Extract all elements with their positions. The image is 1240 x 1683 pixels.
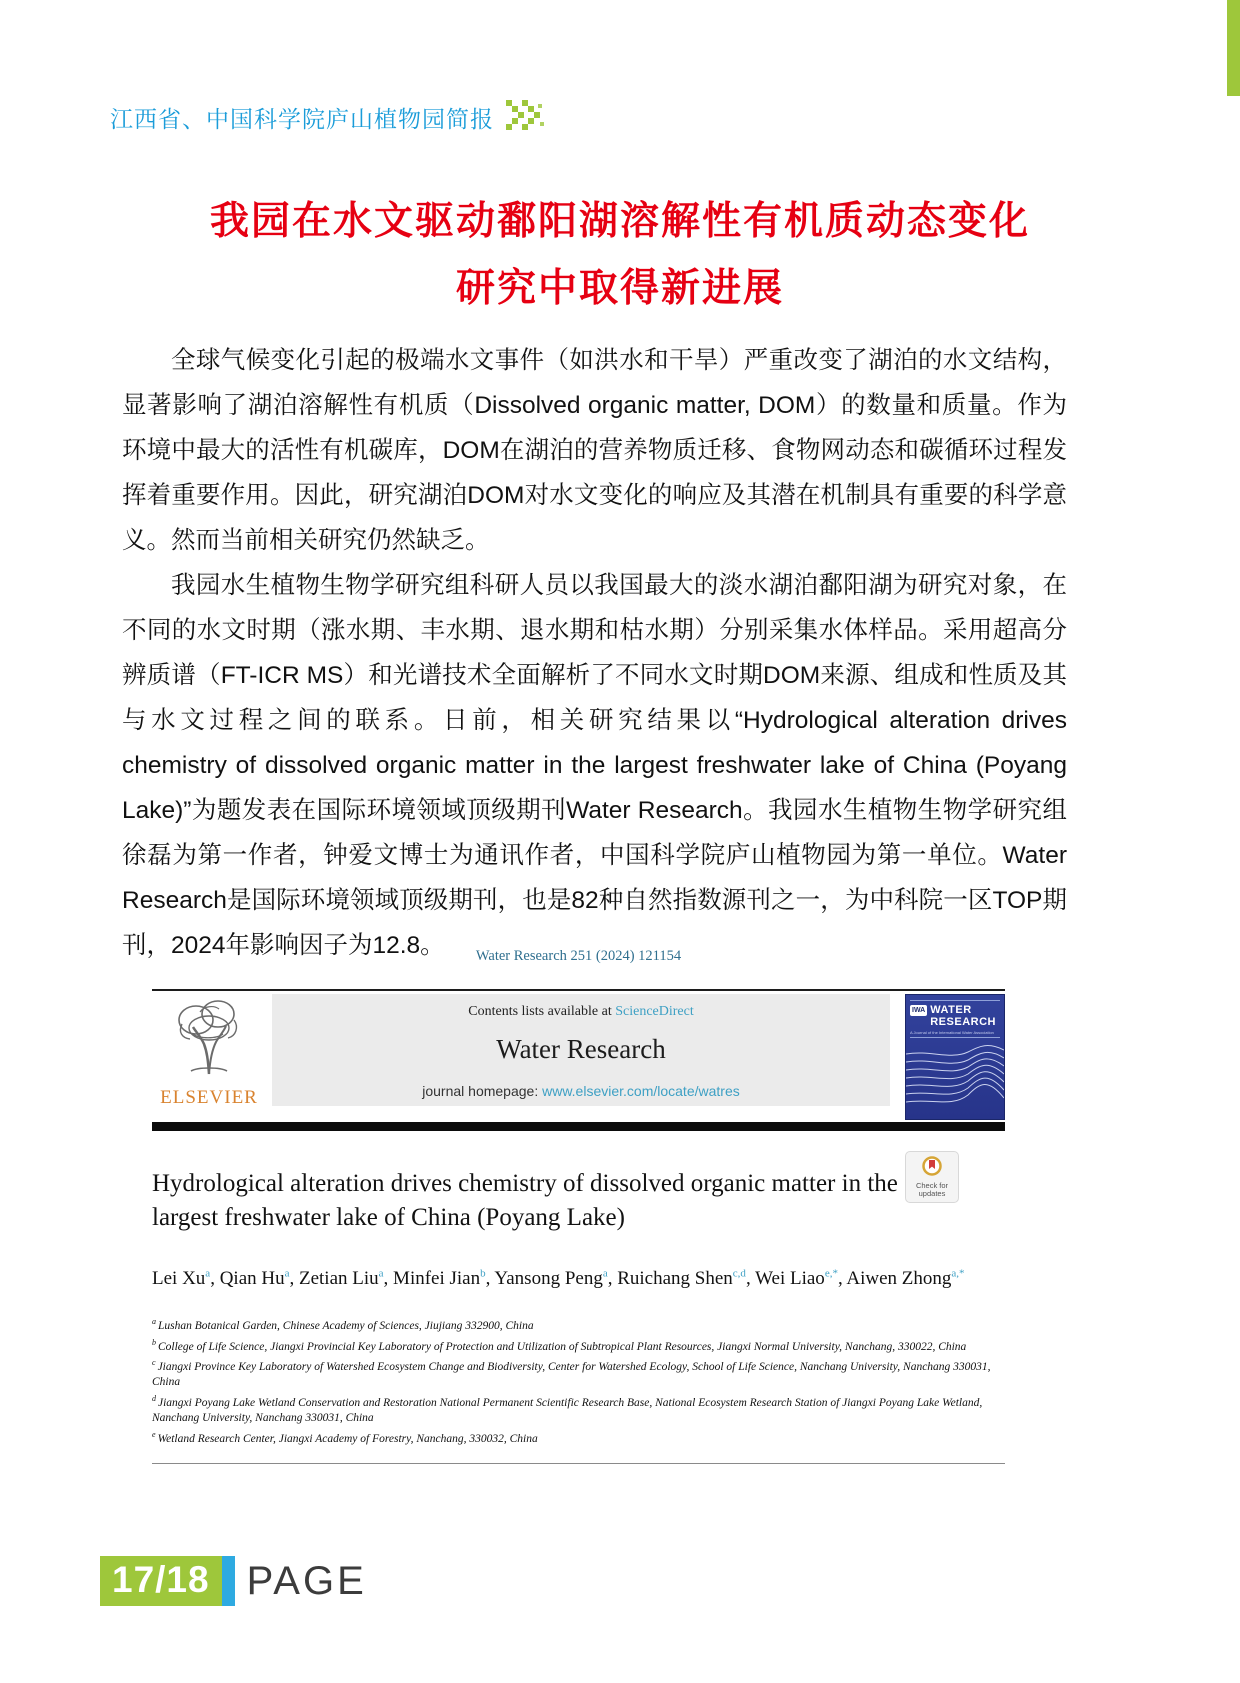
affiliation: $^e$ Wetland Research Center, Jiangxi Academy of Forestry, Nanchang, 330032, China (152, 1429, 538, 1445)
cover-title (930, 1004, 996, 1028)
masthead-title: 江西省、中国科学院庐山植物园简报 (110, 106, 494, 132)
author: Aiwen Zhong$^{a,*}$ (846, 1268, 965, 1290)
headline-line1: 我园在水文驱动鄱阳湖溶解性有机质动态变化 (209, 200, 1030, 243)
page-label: PAGE (246, 1558, 367, 1603)
masthead (110, 100, 544, 135)
affiliation: $^c$ Jiangxi Province Key Laboratory of Watershed Ecosystem Change and Biodiversity, Center for Watershed Ecology, School of Life Science, Nanchang University, Nanchang 330031, China (152, 1357, 991, 1389)
affiliation: $^b$ College of Life Science, Jiangxi Provincial Key Laboratory of Protection and Utilization of Subtropical Plant Resources, Jiangxi Normal University, Nanchang, 330022, China (152, 1337, 967, 1353)
elsevier-tree-icon (166, 994, 252, 1085)
pixel-arrows-icon (504, 100, 544, 135)
section-rule (152, 1463, 1005, 1464)
author: Zetian Liu$^a$ , (299, 1268, 393, 1289)
author: Qian Hu$^a$ , (220, 1268, 299, 1289)
check-for-updates-badge[interactable] (905, 1151, 959, 1203)
cover-waves-graphic (906, 1036, 1004, 1119)
sciencedirect-link[interactable]: ScienceDirect (615, 1004, 694, 1019)
journal-header-block (152, 989, 1005, 1122)
crossmark-icon (922, 1156, 942, 1181)
affiliation: $^a$ Lushan Botanical Garden, Chinese Academy of Sciences, Jiujiang 332900, China (152, 1317, 534, 1333)
badge-text: Check for updates (915, 1181, 949, 1198)
iwa-logo: IWA (912, 1007, 926, 1014)
headline-line2: 研究中取得新进展 (455, 267, 784, 310)
homepage-link[interactable]: www.elsevier.com/locate/watres (542, 1083, 740, 1099)
author: Minfei Jian$^b$ , (393, 1268, 494, 1289)
cover-subtitle: A Journal of the International Water Association (910, 1030, 1000, 1038)
journal-snapshot (152, 948, 1005, 1464)
page-number: 17/18 (100, 1556, 222, 1606)
body-paragraph-2: 我园水生植物生物学研究组科研人员以我国最大的淡水湖泊鄱阳湖为研究对象，在不同的水文时期（涨水期、丰水期、退水期和枯水期）分别采集水体样品。采用超高分辨质谱（FT-ICR MS）和光谱技术全面解析了不同水文时期DOM来源、组成和性质及其与水文过程之间的联系。日前，相关研究结果以“Hydrological alteration drives chemistry of dissolved organic matter in the largest freshwater lake of China (Poyang Lake)”为题发表在国际环境领域顶级期刊Water Research。我园水生植物生物学研究组徐磊为第一作者，钟爱文博士为通讯作者，中国科学院庐山植物园为第一单位。Water Research是国际环境领域顶级期刊，也是82种自然指数源刊之一，为中科院一区TOP期刊，2024年影响因子为12.8。 (122, 572, 1067, 959)
affiliation-list (152, 1314, 1005, 1447)
author: Wei Liao$^{e,*}$ , (755, 1268, 846, 1289)
author: Ruichang Shen$^{c,d}$ , (617, 1268, 755, 1289)
journal-cover (905, 994, 1005, 1120)
journal-citation: Water Research 251 (2024) 121154 (475, 948, 682, 964)
page-edge-accent (1227, 0, 1240, 96)
elsevier-logo-block (152, 994, 266, 1122)
footer-accent-bar (222, 1556, 235, 1606)
author-list (152, 1259, 972, 1294)
homepage-label: journal homepage: (422, 1083, 539, 1099)
cover-title-line2: RESEARCH (930, 1016, 996, 1028)
author: Lei Xu$^a$ , (152, 1268, 220, 1289)
article-headline (0, 188, 1240, 322)
homepage-line (272, 1083, 890, 1099)
cover-title-line1: WATER (930, 1004, 972, 1016)
article-body (122, 338, 1067, 968)
body-paragraph-1: 全球气候变化引起的极端水文事件（如洪水和干旱）严重改变了湖泊的水文结构，显著影响了湖泊溶解性有机质（Dissolved organic matter, DOM）的数量和质量。作为环境中最大的活性有机碳库，DOM在湖泊的营养物质迁移、食物网动态和碳循环过程发挥着重要作用。因此，研究湖泊DOM对水文变化的响应及其潜在机制具有重要的科学意义。然而当前相关研究仍然缺乏。 (122, 347, 1067, 554)
journal-name: Water Research (496, 1034, 666, 1064)
affiliation: $^d$ Jiangxi Poyang Lake Wetland Conservation and Restoration National Permanent Scientific Research Base, National Ecosystem Research Station of Jiangxi Poyang Lake Wetland, Nanchang University, Nanchang 330031, China (152, 1393, 983, 1425)
paper-title: Hydrological alteration drives chemistry of dissolved organic matter in the largest freshwater lake of China (Poyang Lake) (152, 1170, 898, 1231)
cover-header (910, 1004, 1000, 1028)
elsevier-wordmark: ELSEVIER (160, 1087, 258, 1108)
author: Yansong Peng$^a$ , (494, 1268, 617, 1289)
page-footer (100, 1556, 367, 1606)
contents-line (272, 1004, 890, 1020)
contents-prefix: Contents lists available at (468, 1004, 612, 1019)
header-divider-bar (152, 1122, 1005, 1131)
paper-title-block (152, 1131, 1005, 1464)
journal-masthead-box (272, 994, 890, 1106)
cover-rule (910, 1000, 1000, 1001)
